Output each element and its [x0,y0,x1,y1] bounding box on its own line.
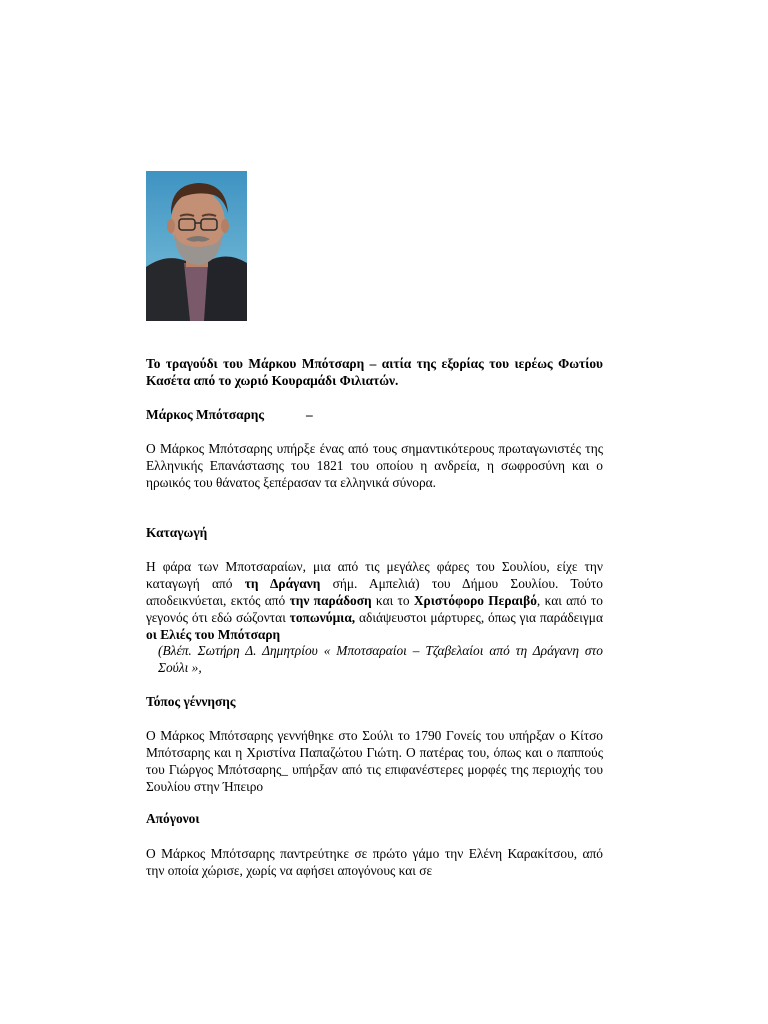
document-title: Το τραγούδι του Μάρκου Μπότσαρη – αιτία της εξορίας του ιερέως Φωτίου Κασέτα από το χωριό Κουραμάδι Φιλιατών. [146,356,603,388]
origin-citation: (Βλέπ. Σωτήρη Δ. Δημητρίου « Μποτσαραίοι – Τζαβελαίοι από τη Δράγανη στο Σούλι », [158,643,603,675]
origin-text-4: , και από το γεγονός ότι εδώ σώζονται [146,593,603,625]
paragraph-descendants: Ο Μάρκος Μπότσαρης παντρεύτηκε σε πρώτο γάμο την Ελένη Καρακίτσου, από την οποία χώρισε, χωρίς να αφήσει απογόνους και σε [146,846,603,878]
origin-bold-4: τοπωνύμια, [289,610,356,625]
heading-descendants: Απόγονοι [146,811,200,826]
paragraph-origin [146,558,603,643]
origin-bold-5: οι Ελιές του Μπότσαρη [146,627,281,642]
origin-text-3: και το [371,593,414,608]
origin-bold-1: τη Δράγανη [244,576,321,591]
portrait-image [146,171,247,321]
origin-text-2: σήμ. Αμπελιά) του Δήμου Σουλίου. Τούτο αποδεικνύεται, εκτός από [146,576,603,608]
heading-origin: Καταγωγή [146,525,208,540]
paragraph-marcos: Ο Μάρκος Μπότσαρης υπήρξε ένας από τους σημαντικότερους πρωταγωνιστές της Ελληνικής Επανάστασης του 1821 του οποίου η ανδρεία, η σωφροσύνη και ο ηρωικός του θάνατος ξεπέρασαν τα ελληνικά σύνορα. [146,441,603,490]
heading-marcos [146,406,603,423]
origin-bold-3: Χριστόφορο Περαιβό [413,593,537,608]
document-page [146,0,603,1024]
portrait-photo [146,171,247,321]
heading-dash: – [306,407,313,422]
heading-birthplace: Τόπος γέννησης [146,694,236,709]
origin-text-1: Η φάρα των Μποτσαραίων, μια από τις μεγάλες φάρες του Σουλίου, είχε την καταγωγή από [146,559,603,591]
origin-text-5: αδιάψευστοι μάρτυρες, όπως για παράδειγμα [355,610,603,625]
paragraph-birthplace: Ο Μάρκος Μπότσαρης γεννήθηκε στο Σούλι το 1790 Γονείς του υπήρξαν ο Κίτσο Μπότσαρης και η Χριστίνα Παπαζώτου Γιώτη. Ο πατέρας του, όπως και ο παππούς του Γιώργος Μπότσαρης_ υπήρξαν από τις επιφανέστερες μορφές της περιοχής του Σουλίου στην Ήπειρο [146,728,603,794]
heading-marcos-label: Μάρκος Μπότσαρης [146,407,265,422]
origin-bold-2: την παράδοση [289,593,372,608]
